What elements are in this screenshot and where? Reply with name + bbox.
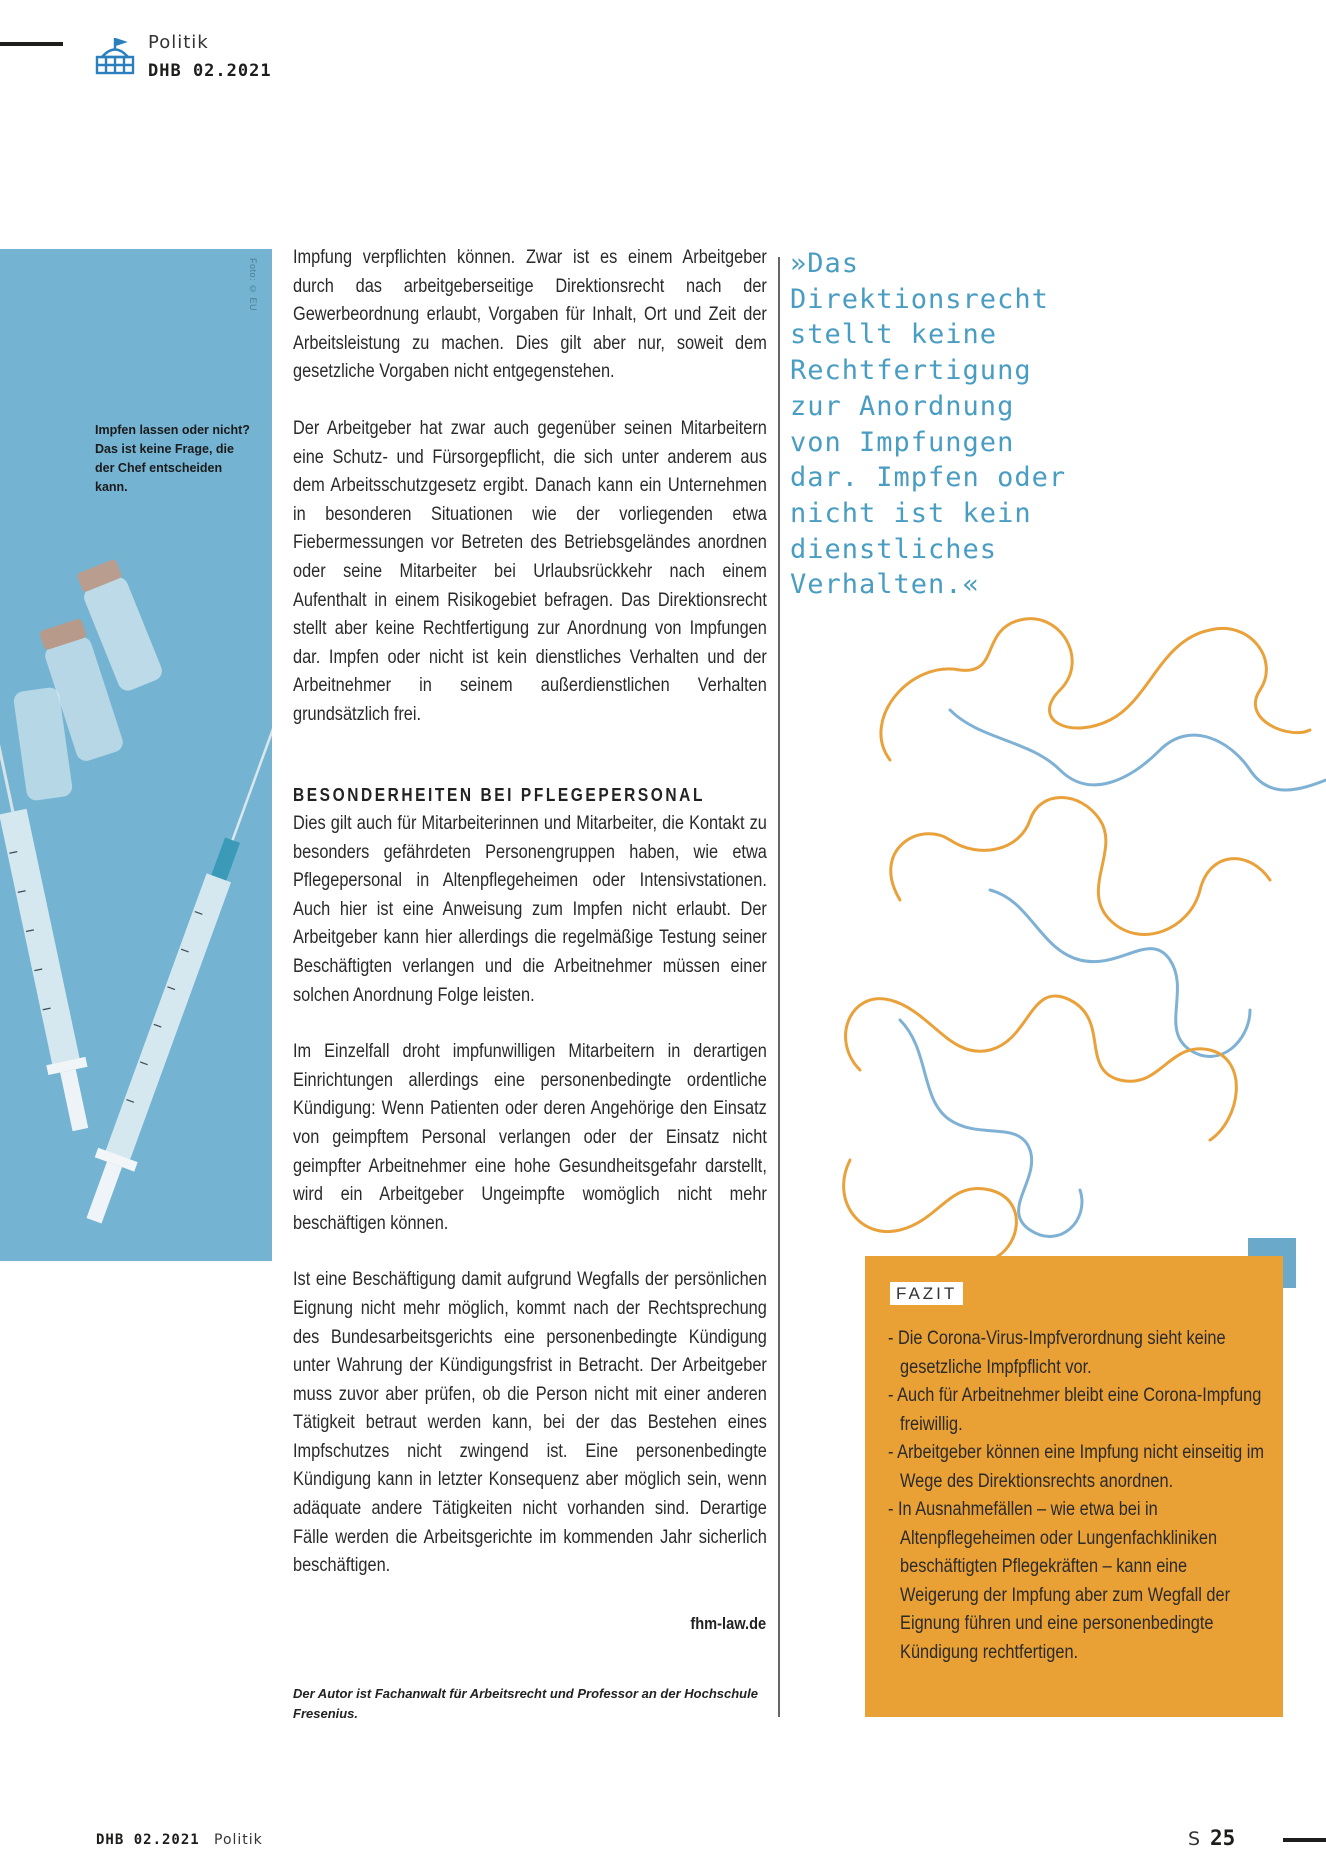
- pull-quote-line: stellt keine: [790, 319, 998, 351]
- footer-rule: [1283, 1838, 1326, 1842]
- article-paragraph: Impfung verpflichten können. Zwar ist es einem Arbeitgeber durch das arbeitgeberseitige Direktionsrecht nach der Gewerbeordnung erlaubt, Vorgaben für Inhalt, Ort und Zeit der Arbeitsleistung zu machen. Dies gilt aber nur, soweit dem gesetzliche Vorgaben nicht entgegenstehen.: [293, 247, 767, 383]
- pull-quote-line: Direktionsrecht: [790, 283, 1049, 315]
- pull-quote-line: dienstliches: [790, 533, 998, 565]
- pull-quote-line: »Das: [790, 248, 860, 279]
- syringe-image: [74, 692, 272, 1228]
- fazit-item: - In Ausnahmefällen – wie etwa bei in Altenpflegeheimen oder Lungenfachkliniken beschäftigten Pflegekräften – kann eine Weigerung der Impfung aber zum Wegfall der Eignung führen und eine personenbedingte Kündigung rechtfertigen.: [888, 1499, 1231, 1663]
- fazit-item: - Die Corona-Virus-Impfverordnung sieht keine gesetzliche Impfpflicht vor.: [888, 1328, 1226, 1378]
- article-body-top: [293, 244, 767, 730]
- source-link[interactable]: fhm-law.de: [690, 1614, 766, 1633]
- syringe-photo: [0, 249, 272, 1261]
- page-prefix: S: [1188, 1828, 1201, 1850]
- pull-quote-line: von Impfungen: [790, 426, 1015, 458]
- article-body-bottom: [293, 810, 767, 1581]
- footer-category: Politik: [214, 1832, 263, 1848]
- pull-quote-line: Rechtfertigung: [790, 355, 1032, 387]
- article-subheading: BESONDERHEITEN BEI PFLEGEPERSONAL: [293, 785, 705, 805]
- decorative-ornament: [830, 600, 1326, 1260]
- article-paragraph: Ist eine Beschäftigung damit aufgrund Wegfalls der persönlichen Eignung nicht mehr möglich, kommt nach der Rechtsprechung des Bundesarbeitsgerichts eine personenbedingte Kündigung unter Wahrung der Kündigungsfrist in Betracht. Der Arbeitgeber muss zuvor aber prüfen, ob die Person nicht mit einer anderen Tätigkeit betraut werden kann, bei der das Bestehen eines Impfschutzes nicht zwingend ist. Eine personenbedingte Kündigung kann in letzter Konsequenz aber möglich sein, wenn adäquate andere Tätigkeiten nicht vorhanden sind. Derartige Fälle werden die Arbeitsgerichte im kommenden Jahr sicherlich beschäftigen.: [293, 1269, 767, 1577]
- issue-label: DHB 02.2021: [148, 61, 272, 81]
- footer-issue: DHB 02.2021: [96, 1832, 200, 1848]
- pull-quote-line: dar. Impfen oder: [790, 462, 1067, 494]
- header-rule: [0, 42, 63, 46]
- vial-image: [13, 558, 165, 801]
- photo-credit: Foto: © EU: [248, 258, 258, 312]
- fazit-item: - Auch für Arbeitnehmer bleibt eine Corona-Impfung freiwillig.: [888, 1385, 1262, 1435]
- fazit-list: [888, 1325, 1266, 1667]
- page-number: 25: [1210, 1826, 1236, 1850]
- pull-quote: [790, 246, 1066, 603]
- pull-quote-line: Verhalten.«: [790, 569, 980, 601]
- section-category: Politik: [148, 32, 209, 53]
- pull-quote-line: nicht ist kein: [790, 497, 1032, 529]
- fazit-label: FAZIT: [890, 1282, 963, 1305]
- author-note: Der Autor ist Fachanwalt für Arbeitsrecht und Professor an der Hochschule Fresenius.: [293, 1686, 758, 1721]
- photo-caption: Impfen lassen oder nicht? Das ist keine Frage, die der Chef entscheiden kann.: [95, 423, 250, 494]
- article-paragraph: Dies gilt auch für Mitarbeiterinnen und Mitarbeiter, die Kontakt zu besonders gefährdeten Personengruppen haben, wie etwa Pflegepersonal in Altenpflegeheimen oder Intensivstationen. Auch hier ist eine Anweisung zum Impfen nicht erlaubt. Der Arbeitgeber kann hier allerdings die regelmäßige Testung seiner Beschäftigten verlangen und die Arbeitnehmer müssen einer solchen Anordnung Folge leisten.: [293, 813, 767, 1006]
- article-paragraph: Der Arbeitgeber hat zwar auch gegenüber seinen Mitarbeitern eine Schutz- und Fürsorgepflicht, die sich unter anderem aus dem Arbeitsschutzgesetz ergibt. Danach kann ein Unternehmen in besonderen Situationen wie der vorliegenden etwa Fiebermessungen vor Betreten des Betriebsgeländes anordnen oder seine Mitarbeiter bei Urlaubsrückkehr nach einem Aufenthalt in einem Risikogebiet befragen. Das Direktionsrecht stellt aber keine Rechtfertigung zur Anordnung von Impfungen dar. Impfen oder nicht ist kein dienstliches Verhalten und der Arbeitnehmer in seinem außerdienstlichen Verhalten grundsätzlich frei.: [293, 417, 767, 725]
- fazit-item: - Arbeitgeber können eine Impfung nicht einseitig im Wege des Direktionsrechts anordnen.: [888, 1442, 1265, 1492]
- article-paragraph: Im Einzelfall droht impfunwilligen Mitarbeitern in derartigen Einrichtungen allerdings eine personenbedingte ordentliche Kündigung: Wenn Patienten oder deren Angehörige den Einsatz von geimpftem Personal verlangen oder der Einsatz nicht geimpfter Arbeitnehmer eine hohe Gesundheitsgefahr darstellt, wird ein Arbeitgeber Ungeimpfte womöglich nicht mehr beschäftigen können.: [293, 1041, 767, 1234]
- column-divider: [778, 257, 780, 1717]
- pull-quote-line: zur Anordnung: [790, 390, 1015, 422]
- parliament-icon: [94, 36, 136, 78]
